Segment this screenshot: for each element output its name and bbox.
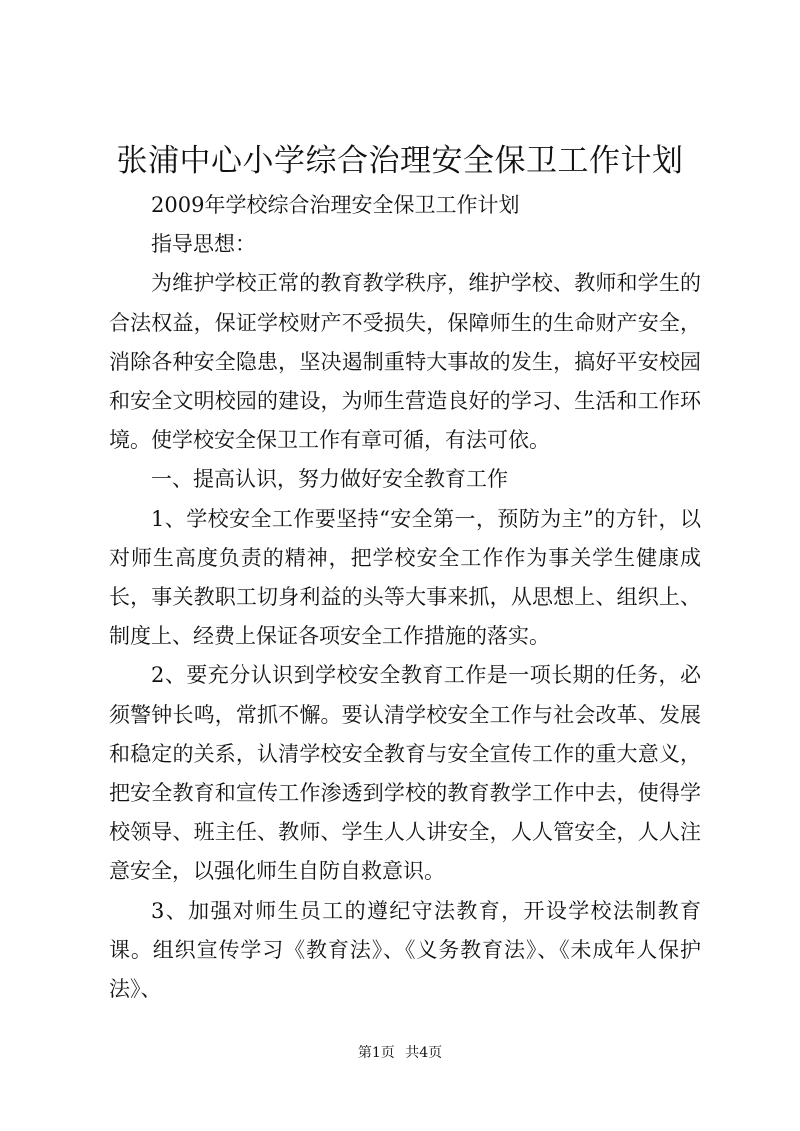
paragraph-guiding-heading: 指导思想： (151, 232, 256, 257)
page-total: 共4页 (405, 1045, 443, 1061)
paragraph-item-2: 2、要充分认识到学校安全教育工作是一项长期的任务，必须警钟长鸣，常抓不懈。要认清学校安全工作与社会改革、发展和稳定的关系，认清学校安全教育与安全宣传工作的重大意义，把安全教育和宣传工作渗透到学校的教育教学工作中去，使得学校领导、班主任、教师、学生人人讲安全，人人管安全，人人注意安全，以强化师生自防自救意识。 (109, 663, 701, 884)
document-title: 张浦中心小学综合治理安全保卫工作计划 (116, 143, 684, 179)
paragraph-guiding-text: 为维护学校正常的教育教学秩序，维护学校、教师和学生的合法权益，保证学校财产不受损失，保障师生的生命财产安全，消除各种安全隐患，坚决遏制重特大事故的发生，搞好平安校园和安全文明校园的建设，为师生营造良好的学习、生活和工作环境。使学校安全保卫工作有章可循，有法可依。 (109, 271, 701, 453)
page-footer (0, 1043, 800, 1063)
document-body (109, 186, 701, 1009)
paragraph-section-heading: 一、提高认识，努力做好安全教育工作 (151, 467, 508, 492)
page-number: 第1页 (357, 1045, 395, 1061)
paragraph-subtitle: 2009年学校综合治理安全保卫工作计划 (151, 193, 520, 217)
paragraph-item-1: 1、学校安全工作要坚持“安全第一，预防为主”的方针，以对师生高度负责的精神，把学校安全工作作为事关学生健康成长，事关教职工切身利益的头等大事来抓，从思想上、组织上、制度上、经费上保证各项安全工作措施的落实。 (109, 506, 701, 649)
paragraph-item-3: 3、加强对师生员工的遵纪守法教育，开设学校法制教育课。组织宣传学习《教育法》、《义务教育法》、《未成年人保护法》、 (109, 898, 701, 1002)
